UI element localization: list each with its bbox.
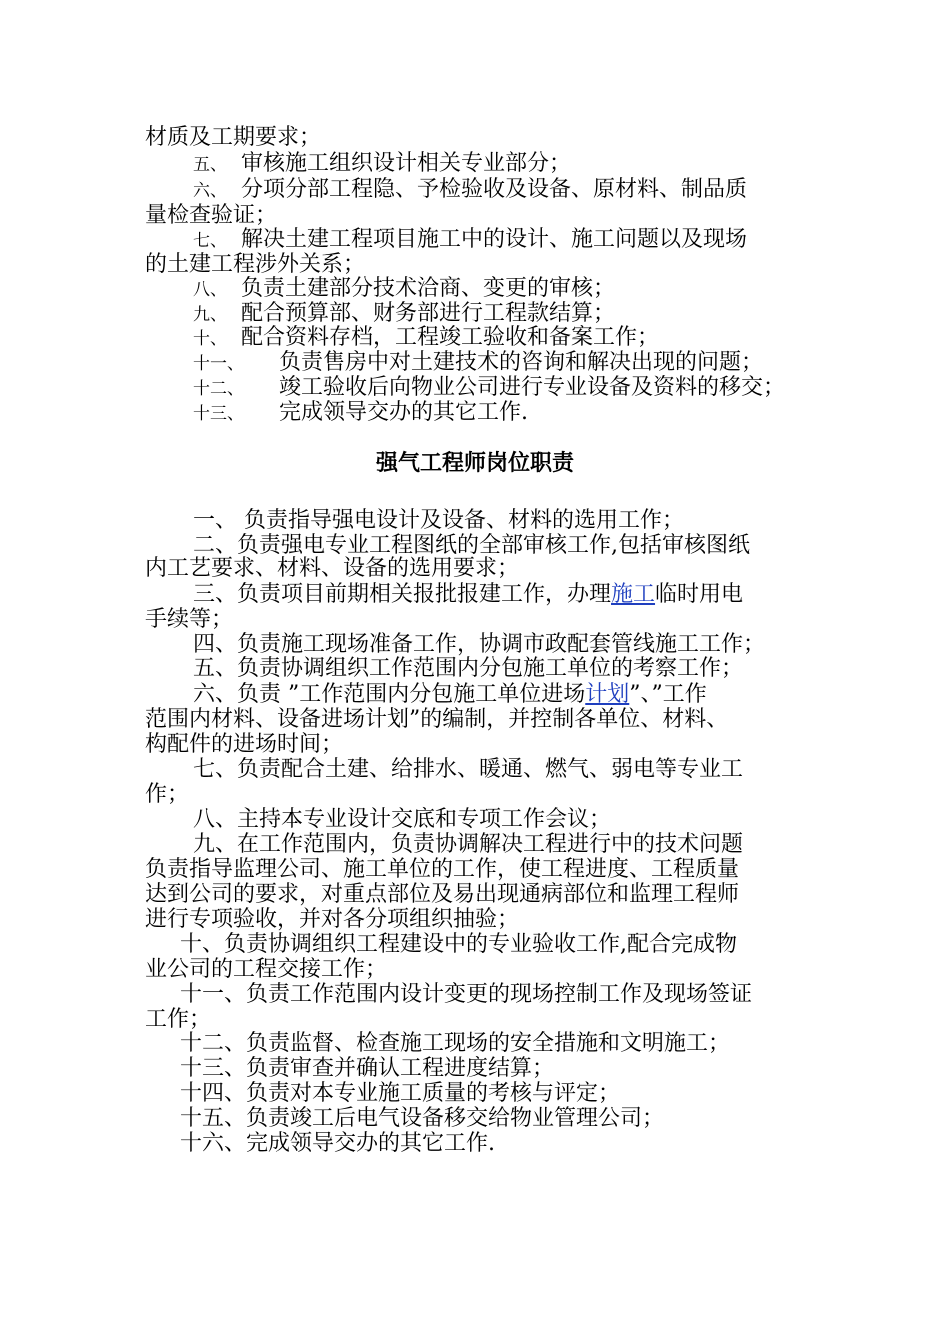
item-text: 十四、负责对本专业施工质量的考核与评定； xyxy=(180,1081,621,1106)
construction-link[interactable]: 施工 xyxy=(611,582,656,607)
item-text: 八、主持本专业设计交底和专项工作会议； xyxy=(193,807,612,832)
item-number: 十二、 xyxy=(193,379,244,399)
text-line xyxy=(0,908,950,932)
text-line-content: 材质及工期要求； xyxy=(145,125,322,150)
list-item xyxy=(0,758,950,782)
list-item xyxy=(0,178,950,202)
text-line-content: 工作； xyxy=(145,1007,212,1032)
item-text: 完成领导交办的其它工作. xyxy=(279,400,528,425)
text-line xyxy=(0,783,950,807)
item-text: 审核施工组织设计相关专业部分； xyxy=(241,151,572,176)
text-line xyxy=(0,733,950,757)
text-line xyxy=(0,883,950,907)
text-line-content: 的土建工程涉外关系； xyxy=(145,252,366,277)
text-line-content: 进行专项验收，并对各分项组织抽验； xyxy=(145,907,520,932)
item-text: 十二、负责监督、检查施工现场的安全措施和文明施工； xyxy=(180,1031,731,1056)
text-line-content: 达到公司的要求，对重点部位及易出现通病部位和监理工程师 xyxy=(145,882,740,907)
item-text: 九、在工作范围内，负责协调解决工程进行中的技术问题 xyxy=(193,832,744,857)
list-item xyxy=(0,351,950,375)
item-number: 五、 xyxy=(193,155,227,175)
list-item xyxy=(0,657,950,681)
text-line xyxy=(0,858,950,882)
text-line xyxy=(0,253,950,277)
list-item xyxy=(0,152,950,176)
list-item xyxy=(0,401,950,425)
text-line xyxy=(0,708,950,732)
list-item xyxy=(0,1032,950,1056)
text-line xyxy=(0,1008,950,1032)
item-text: 十、负责协调组织工程建设中的专业验收工作,配合完成物 xyxy=(180,932,737,957)
item-text: 负责售房中对土建技术的咨询和解决出现的问题； xyxy=(279,350,764,375)
text-line-content: 业公司的工程交接工作； xyxy=(145,957,388,982)
item-number: 十三、 xyxy=(193,404,244,424)
list-item xyxy=(0,277,950,301)
text-line-content: 内工艺要求、材料、设备的选用要求； xyxy=(145,556,520,581)
item-number: 九、 xyxy=(193,305,227,325)
item-text-tail: 临时用电 xyxy=(655,582,744,607)
list-item xyxy=(0,509,950,533)
item-text: 六、负责 ”工作范围内分包施工单位进场 xyxy=(193,682,586,707)
text-line-content: 手续等； xyxy=(145,607,234,632)
item-text: 竣工验收后向物业公司进行专业设备及资料的移交； xyxy=(279,375,786,400)
text-line xyxy=(0,608,950,632)
item-text: 十六、完成领导交办的其它工作. xyxy=(180,1131,495,1156)
list-item xyxy=(0,683,950,707)
list-item xyxy=(0,326,950,350)
item-text: 负责土建部分技术洽商、变更的审核； xyxy=(241,276,616,301)
list-item xyxy=(0,808,950,832)
list-item xyxy=(0,1132,950,1156)
list-item xyxy=(0,983,950,1007)
text-line-content: 作； xyxy=(145,782,190,807)
text-line xyxy=(0,126,950,150)
item-text: 十一、负责工作范围内设计变更的现场控制工作及现场签证 xyxy=(180,982,753,1007)
list-item xyxy=(0,633,950,657)
text-line-content: 量检查验证； xyxy=(145,203,278,228)
text-line-content: 负责指导监理公司、施工单位的工作，使工程进度、工程质量 xyxy=(145,857,740,882)
text-line-content: 范围内材料、设备进场计划”的编制，并控制各单位、材料、 xyxy=(145,707,729,732)
list-item xyxy=(0,302,950,326)
item-number: 六、 xyxy=(193,181,227,201)
item-text: 十三、负责审查并确认工程进度结算； xyxy=(180,1056,555,1081)
item-text: 三、负责项目前期相关报批报建工作，办理 xyxy=(193,582,612,607)
plan-link[interactable]: 计划 xyxy=(585,682,630,707)
section-title: 强气工程师岗位职责 xyxy=(375,451,574,476)
text-line xyxy=(0,204,950,228)
item-text: 十五、负责竣工后电气设备移交给物业管理公司； xyxy=(180,1106,665,1131)
item-text: 配合预算部、财务部进行工程款结算； xyxy=(241,301,616,326)
list-item xyxy=(0,1107,950,1131)
list-item xyxy=(0,933,950,957)
list-item xyxy=(0,1082,950,1106)
list-item xyxy=(0,228,950,252)
item-text: 一、 负责指导强电设计及设备、材料的选用工作； xyxy=(193,508,684,533)
list-item xyxy=(0,583,950,607)
list-item xyxy=(0,1057,950,1081)
item-text: 五、负责协调组织工作范围内分包施工单位的考察工作； xyxy=(193,656,744,681)
item-text: 解决土建工程项目施工中的设计、施工问题以及现场 xyxy=(241,227,748,252)
item-number: 七、 xyxy=(193,231,227,251)
item-text: 二、负责强电专业工程图纸的全部审核工作,包括审核图纸 xyxy=(193,533,750,558)
item-number: 十一、 xyxy=(193,354,244,374)
item-number: 十、 xyxy=(193,329,227,349)
item-text: 配合资料存档，工程竣工验收和备案工作； xyxy=(241,325,660,350)
text-line xyxy=(0,557,950,581)
text-line-content: 构配件的进场时间； xyxy=(145,732,344,757)
item-text: 七、负责配合土建、给排水、暖通、燃气、弱电等专业工 xyxy=(193,757,744,782)
text-line xyxy=(0,958,950,982)
item-text: 分项分部工程隐、予检验收及设备、原材料、制品质 xyxy=(241,177,748,202)
item-text: 四、负责施工现场准备工作，协调市政配套管线施工工作； xyxy=(193,632,766,657)
list-item xyxy=(0,833,950,857)
item-text-tail: ”、”工作 xyxy=(629,682,707,707)
list-item xyxy=(0,534,950,558)
item-number: 八、 xyxy=(193,280,227,300)
list-item xyxy=(0,376,950,400)
